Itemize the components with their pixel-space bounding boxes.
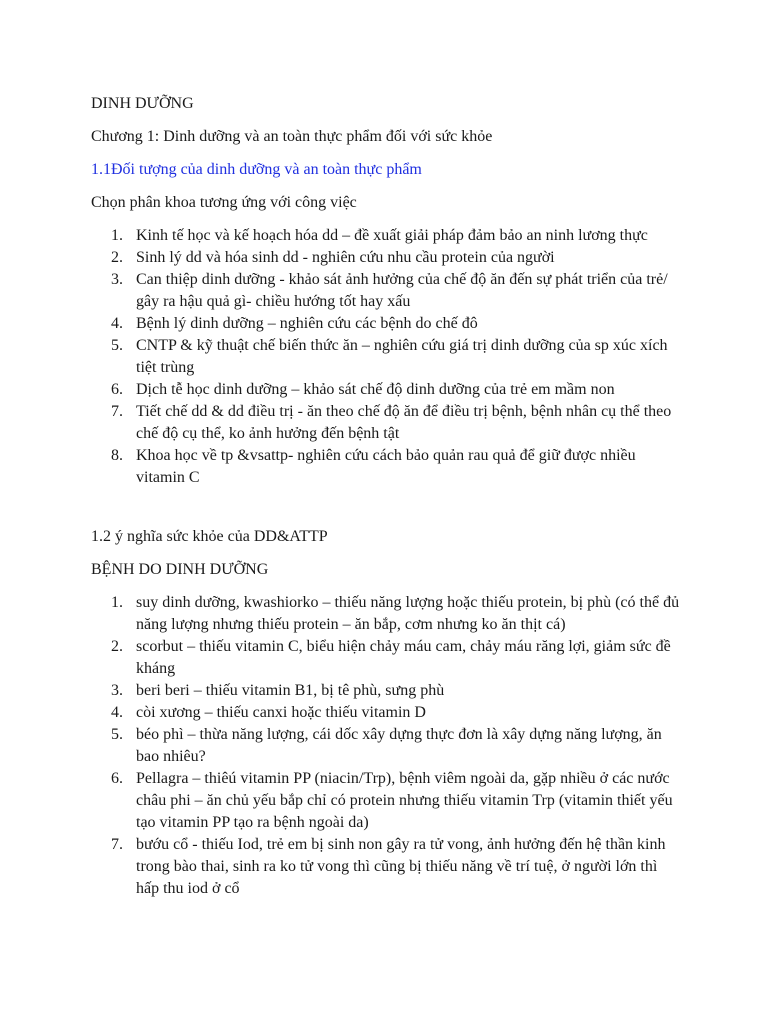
list-item-text: CNTP & kỹ thuật chế biến thức ăn – nghiên cứu giá trị dinh dưỡng của sp xúc xích tiệt trùng	[136, 337, 668, 376]
list-item	[91, 247, 681, 269]
list-number: 4.	[111, 704, 123, 721]
list-number: 3.	[111, 682, 123, 699]
list-number: 2.	[111, 638, 123, 655]
list-number: 5.	[111, 726, 123, 743]
list-item	[91, 401, 681, 445]
subject-list	[91, 225, 681, 489]
list-item-text: Kinh tế học và kế hoạch hóa dd – đề xuất giải pháp đảm bảo an ninh lương thực	[136, 227, 648, 244]
list-item-text: Dịch tễ học dinh dưỡng – khảo sát chế độ dinh dưỡng của trẻ em mầm non	[136, 381, 615, 398]
list-item	[91, 680, 681, 702]
list-number: 1.	[111, 227, 123, 244]
chapter-heading: Chương 1: Dinh dưỡng và an toàn thực phẩm đối với sức khỏe	[91, 128, 493, 145]
list-number: 7.	[111, 836, 123, 853]
list-item-text: Sinh lý dd và hóa sinh dd - nghiên cứu nhu cầu protein của người	[136, 249, 555, 266]
section-1-2-heading: 1.2 ý nghĩa sức khỏe của DD&ATTP	[91, 528, 328, 545]
list-item	[91, 335, 681, 379]
list-item-text: Pellagra – thiêú vitamin PP (niacin/Trp), bệnh viêm ngoài da, gặp nhiều ở các nước châu phi – ăn chủ yếu bắp chỉ có protein nhưng thiếu vitamin Trp (vitamin thiết yếu tạo vitamin PP tạo ra bệnh ngoài da)	[136, 770, 673, 831]
list-item-text: bướu cổ - thiếu Iod, trẻ em bị sinh non gây ra tử vong, ảnh hưởng đến hệ thần kinh trong bào thai, sinh ra ko tử vong thì cũng bị thiếu năng về trí tuệ, ở người lớn thì hấp thu iod ở cổ	[136, 836, 666, 897]
list-item-text: còi xương – thiếu canxi hoặc thiếu vitamin D	[136, 704, 426, 721]
list-item-text: suy dinh dưỡng, kwashiorko – thiếu năng lượng hoặc thiếu protein, bị phù (có thể đủ năng lượng nhưng thiếu protein – ăn bắp, cơm nhưng ko ăn thịt cá)	[136, 594, 680, 633]
list-item	[91, 592, 681, 636]
list-item-text: béo phì – thừa năng lượng, cái dốc xây dựng thực đơn là xây dựng năng lượng, ăn bao nhiêu?	[136, 726, 662, 765]
list-number: 3.	[111, 271, 123, 288]
list-number: 5.	[111, 337, 123, 354]
list-item	[91, 768, 681, 834]
list-item-text: scorbut – thiếu vitamin C, biểu hiện chảy máu cam, chảy máu răng lợi, giảm sức đề kháng	[136, 638, 671, 677]
list-item-text: Can thiệp dinh dưỡng - khảo sát ảnh hưởng của chế độ ăn đến sự phát triển của trẻ/ gây ra hậu quả gì- chiều hướng tốt hay xấu	[136, 271, 668, 310]
list-item	[91, 834, 681, 900]
section-1-1-heading: 1.1Đối tượng của dinh dưỡng và an toàn thực phẩm	[91, 161, 422, 178]
list-number: 2.	[111, 249, 123, 266]
list-item	[91, 724, 681, 768]
list-number: 8.	[111, 447, 123, 464]
list-item-text: Khoa học về tp &vsattp- nghiên cứu cách bảo quản rau quả để giữ được nhiều vitamin C	[136, 447, 636, 486]
document-title: DINH DƯỠNG	[91, 95, 194, 112]
list-item-text: Tiết chế dd & dd điều trị - ăn theo chế độ ăn để điều trị bệnh, bệnh nhân cụ thể theo chế độ cụ thể, ko ảnh hưởng đến bệnh tật	[136, 403, 672, 442]
list-number: 1.	[111, 594, 123, 611]
list-item	[91, 313, 681, 335]
list-item-text: Bệnh lý dinh dưỡng – nghiên cứu các bệnh do chế đô	[136, 315, 478, 332]
list-item	[91, 702, 681, 724]
disease-list	[91, 592, 681, 900]
list-number: 7.	[111, 403, 123, 420]
disease-section-heading: BỆNH DO DINH DƯỠNG	[91, 561, 269, 578]
list-item	[91, 636, 681, 680]
list-item	[91, 225, 681, 247]
list-number: 4.	[111, 315, 123, 332]
list-item	[91, 269, 681, 313]
list-number: 6.	[111, 770, 123, 787]
list-item	[91, 445, 681, 489]
list-item	[91, 379, 681, 401]
intro-paragraph: Chọn phân khoa tương ứng với công việc	[91, 194, 357, 211]
list-number: 6.	[111, 381, 123, 398]
list-item-text: beri beri – thiếu vitamin B1, bị tê phù, sưng phù	[136, 682, 445, 699]
